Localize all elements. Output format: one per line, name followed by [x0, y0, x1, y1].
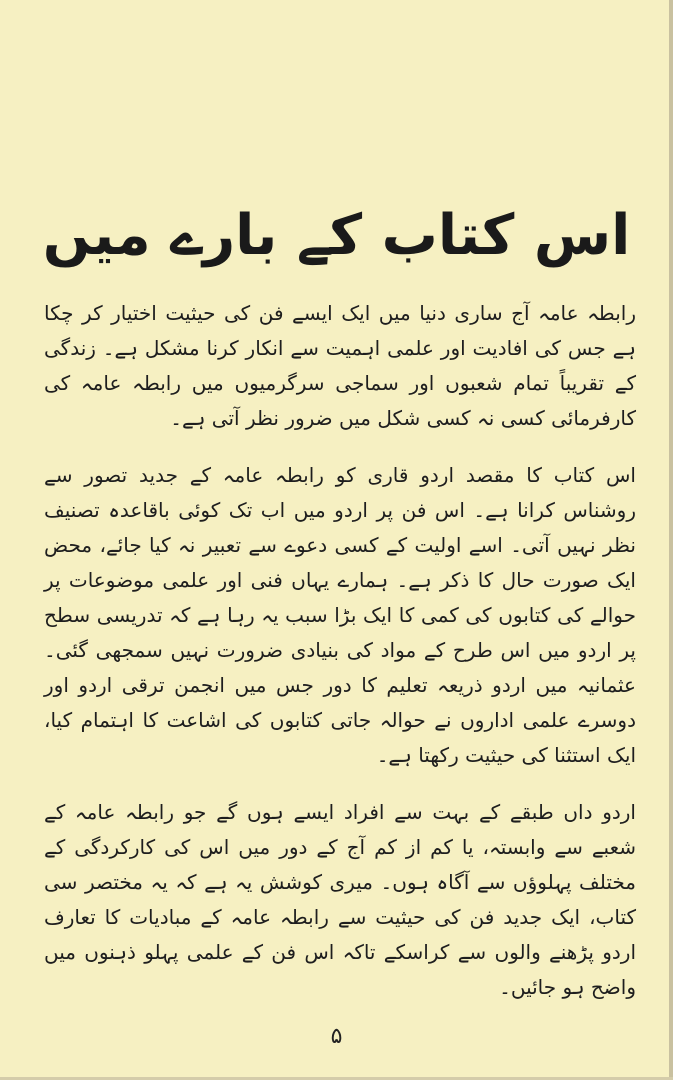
page-edge-shadow — [669, 0, 673, 1080]
paragraph-1: رابطہ عامہ آج ساری دنیا میں ایک ایسے فن کی حیثیت اختیار کر چکا ہے جس کی افادیت اور علمی اہمیت سے انکار کرنا مشکل ہے۔ زندگی کے تقریباً تمام شعبوں اور سماجی سرگرمیوں میں رابطہ عامہ کی کارفرمائی کسی نہ کسی شکل میں ضرور نظر آتی ہے۔ — [44, 301, 636, 430]
paragraph-2: اس کتاب کا مقصد اردو قاری کو رابطہ عامہ کے جدید تصور سے روشناس کرانا ہے۔ اس فن پر اردو میں اب تک کوئی باقاعدہ تصنیف نظر نہیں آتی۔ اسے اولیت کے کسی دعوے سے تعبیر نہ کیا جائے، محض ایک صورت حال کا ذکر ہے۔ ہمارے یہاں فنی اور علمی موضوعات پر حوالے کی کتابوں کی کمی کا ایک بڑا سبب یہ رہا ہے کہ تدریسی سطح پر اردو میں اس طرح کے مواد کی بنیادی ضرورت نہیں سمجھی گئی۔ عثمانیہ میں اردو ذریعہ تعلیم کا دور جس میں انجمن ترقی اردو اور دوسرے علمی اداروں نے حوالہ جاتی کتابوں کی اشاعت کا اہتمام کیا، ایک استثنا کی حیثیت رکھتا ہے۔ — [44, 463, 636, 767]
paragraph-3: اردو داں طبقے کے بہت سے افراد ایسے ہوں گے جو رابطہ عامہ کے شعبے سے وابستہ، یا کم از کم آج کے دور میں اس کی کارکردگی کے مختلف پہلوؤں سے آگاہ ہوں۔ میری کوشش یہ ہے کہ یہ مختصر سی کتاب، ایک جدید فن کی حیثیت سے رابطہ عامہ کے مبادیات کا تعارف اردو پڑھنے والوں سے کراسکے تاکہ اس فن کے علمی پہلو ذہنوں میں واضح ہو جائیں۔ — [44, 800, 636, 999]
page-number: ۵ — [330, 1024, 343, 1049]
body-text — [44, 296, 636, 1027]
page-title: اس کتاب کے بارے میں — [42, 203, 631, 268]
